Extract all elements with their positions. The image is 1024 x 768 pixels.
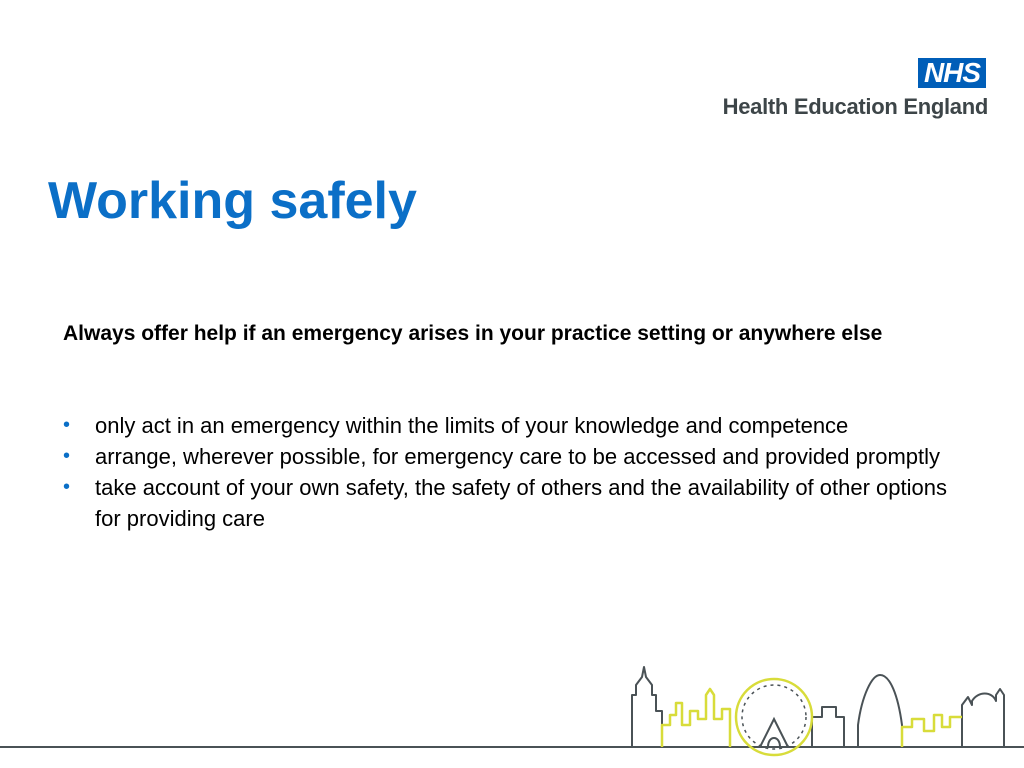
bullet-text: take account of your own safety, the safety of others and the availability of other options for providing care [95,475,947,531]
bullet-marker: • [63,445,71,467]
bullet-text: only act in an emergency within the limits of your knowledge and competence [95,413,849,438]
bullet-item [63,410,963,441]
bullet-item [63,472,963,534]
slide-title: Working safely [48,172,417,230]
bullet-marker: • [63,476,71,498]
london-skyline-decoration [0,655,1024,768]
nhs-hee-logo [698,58,988,124]
skyline-grey-outline [632,667,1024,747]
organisation-name: Health Education England [722,94,988,119]
bullet-text: arrange, wherever possible, for emergency care to be accessed and provided promptly [95,444,941,469]
lead-statement: Always offer help if an emergency arises in your practice setting or anywhere else [63,322,883,345]
bullet-item [63,441,963,472]
london-eye-support [760,719,788,747]
bullet-marker: • [63,414,71,436]
bullet-list [63,410,963,534]
nhs-badge: NHS [918,58,986,88]
